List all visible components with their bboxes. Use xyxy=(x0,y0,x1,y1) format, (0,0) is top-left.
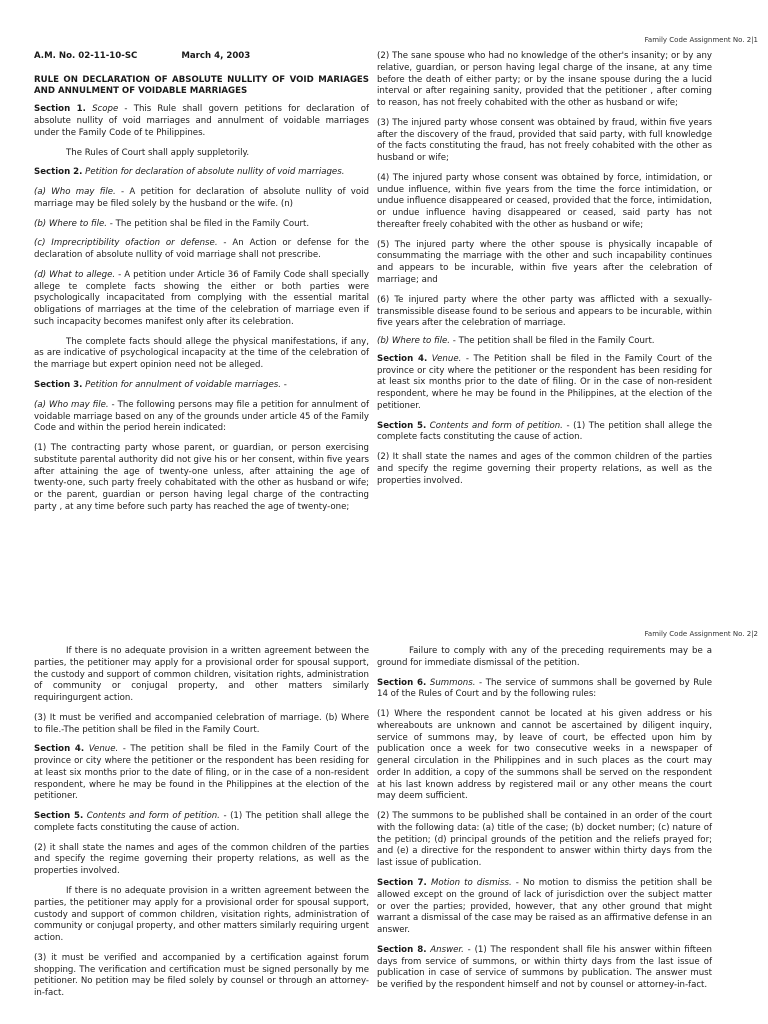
section-2a: (a) Who may file. - A petition for declaration of absolute nullity of void marriage may be filed solely by the husband or the wife. (n) xyxy=(34,187,369,209)
verification-paragraph: (3) It must be verified and accompanied celebration of marriage. (b) Where to file.-The petition shall be filed in the Family Court. xyxy=(34,712,369,735)
left-column xyxy=(34,51,369,522)
am-number: A.M. No. 02-11-10-SC xyxy=(34,51,138,61)
section-3a-item-6: (6) Te injured party where the other party was afflicted with a sexually-transmissible disease found to be serious and appears to be incurable, within five years after the celebration of marriage. xyxy=(377,294,712,329)
section-6-item-1: (1) Where the respondent cannot be located at his given address or his whereabouts are unknown and cannot be ascertained by diligent inquiry, service of summons may, by leave of court, be effected upon him by publication once a week for two consecutive weeks in a newspaper of general circulation in the Philippines and in such places as the court may order In addition, a copy of the summons shall be served on the respondent at his last known address by registered mail or any other means the court may deem sufficient. xyxy=(377,709,712,802)
section-3a-item-5: (5) The injured party where the other spouse is physically incapable of consummating the marriage with the other and such incapability continues and appears to be incurable, within five years after the celebration of marriage; and xyxy=(377,239,712,286)
section-6: Section 6. Summons. - The service of summons shall be governed by Rule 14 of the Rules of Court and by the following rules: xyxy=(377,677,712,700)
document-page-2 xyxy=(0,620,768,1024)
section-3: Section 3. Petition for annulment of voidable marriages. - xyxy=(34,380,287,391)
provisional-order-paragraph: If there is no adequate provision in a written agreement between the parties, the petitioner may apply for a provisional order for spousal support, the custody and support of common children, visitation rights, administration of community or conjugal property, and other matters similarly requiringurgent action. xyxy=(34,646,369,704)
page-header: Family Code Assignment No. 2|1 xyxy=(644,36,758,44)
left-column xyxy=(34,646,369,1008)
section-2c: (c) Imprecriptibility ofaction or defense. - An Action or defense for the declaration of absolute nullity of void marriage shall not prescribe. xyxy=(34,238,369,261)
section-4: Section 4. Venue. - The petition shall be filed in the Family Court of the province or city where the petitioner or the respondent has been residing for at least six months prior to the date of filing, or in the case of a non-resident respondent, where he may be found in the Philippines at the election of the petitioner. xyxy=(34,744,369,802)
section-5-item-2: (2) it shall state the names and ages of the common children of the parties and specify the regime governing their property relations, as well as the properties involved. xyxy=(34,842,369,877)
am-line xyxy=(34,51,369,63)
section-3a: (a) Who may file. - The following persons may file a petition for annulment of voidable marriage based on any of the grounds under article 45 of the Family Code and within the period herein indicated: xyxy=(34,399,369,434)
section-6-item-2: (2) The summons to be published shall be contained in an order of the court with the following data: (a) title of the case; (b) docket number; (c) nature of the petition; (d) principal grounds of the petition and the reliefs prayed for; and (e) a directive for the respondent to answer within thirty days from the last issue of publication. xyxy=(377,811,712,869)
page-header: Family Code Assignment No. 2|2 xyxy=(644,630,758,638)
section-2d: (d) What to allege. - A petition under Article 36 of Family Code shall specially allege te complete facts showing the either or both parties were psychologically incapacitated from complying with the essential marital obligations of marriages at the time of the celebration of marriage even if such incapacity becomes manifest only after its celebration. xyxy=(34,269,369,327)
section-3a-item-1: (1) The contracting party whose parent, or guardian, or person exercising substitute parental authority did not give his or her consent, within five years after attaining the age of twenty-one unless, after attaining the age of twenty-one, such party freely cohabitated with the other as husband or wife; or the parent, guardian or person having legal charge of the contracting party , at any time before such party has reached the age of twenty-one; xyxy=(34,443,369,512)
section-2: Section 2. Petition for declaration of absolute nullity of void marriages. xyxy=(34,167,345,178)
section-4: Section 4. Venue. - The Petition shall be filed in the Family Court of the province or city where the petitioner or the respondent has been residing for at least six months prior to the date of filing. Or in the case of non-resident respondent, where he may be found in the Philippines, at the election of the petitioner. xyxy=(377,353,712,411)
section-3a-item-4: (4) The injured party whose consent was obtained by force, intimidation, or undue influence, within five years from the time the force intimidation, or undue influence disappeared or ceased, provided that the force, intimidation, or undue influence having disappeared or ceased, said party has not thereafter freely cohabited with the other as husband or wife; xyxy=(377,172,712,230)
section-8: Section 8. Answer. - (1) The respondent shall file his answer within fifteen days from service of summons, or within thirty days from the last issue of publication in case of service of summons by publication. The answer must be verified by the respondent himself and not by counsel or attorney-in-fact. xyxy=(377,944,712,991)
section-5-item-3: (3) it must be verified and accompanied by a certification against forum shopping. The verification and certification must be signed personally by me petitioner. No petition may be filed solely by counsel or through an attorney-in-fact. xyxy=(34,952,369,999)
section-3a-item-2: (2) The sane spouse who had no knowledge of the other's insanity; or by any relative, guardian, or person having legal charge of the insane, at any time before the death of either party; or by the insane spouse during the a lucid interval or after regaining sanity, provided that the petitioner , after coming to reason, has not freely cohabited with the other as husband or wife; xyxy=(377,51,712,109)
section-3b: (b) Where to file. - The petition shall be filed in the Family Court. xyxy=(377,336,655,347)
section-2d-paragraph: The complete facts should allege the physical manifestations, if any, as are indicative of psychological incapacity at the time of the celebration of the marriage but expert opinion need not be alleged. xyxy=(34,336,369,371)
am-date: March 4, 2003 xyxy=(181,51,251,61)
section-7: Section 7. Motion to dismiss. - No motion to dismiss the petition shall be allowed except on the ground of lack of jurisdiction over the subject matter or over the parties; provided, however, that any other ground that might warrant a dismissal of the case may be raised as an affirmative defense in an answer. xyxy=(377,878,712,936)
rule-title: RULE ON DECLARATION OF ABSOLUTE NULLITY OF VOID MARIAGES AND ANNULMENT OF VOIDABLE MARRIAGES xyxy=(34,74,369,96)
section-1-paragraph: The Rules of Court shall apply suppletorily. xyxy=(66,147,250,158)
section-5: Section 5. Contents and form of petition. - (1) The petition shall allege the complete facts constituting the cause of action. xyxy=(34,811,369,833)
section-3a-item-3: (3) The injured party whose consent was obtained by fraud, within five years after the discovery of the fraud, provided that said party, with full knowledge of the facts constituting the fraud, has not freely cohabited with the other as husband or wife; xyxy=(377,117,712,164)
section-2b: (b) Where to file. - The petition shal be filed in the Family Court. xyxy=(34,218,310,229)
section-5-item-2: (2) It shall state the names and ages of the common children of the parties and specify the regime governing their property relations, as well as the properties involved. xyxy=(377,452,712,486)
dismissal-paragraph: Failure to comply with any of the preceding requirements may be a ground for immediate dismissal of the petition. xyxy=(377,646,712,668)
right-column xyxy=(377,51,712,496)
section-5-paragraph: If there is no adequate provision in a written agreement between the parties, the petitioner may apply for a provisional order for spousal support, custody and support of common children, visitation rights, administration of community or conjugal property, and other matters similarly requiring urgent action. xyxy=(34,886,369,944)
section-5: Section 5. Contents and form of petition. - (1) The petition shall allege the complete facts constituting the cause of action. xyxy=(377,420,712,443)
section-1: Section 1. Scope - This Rule shall govern petitions for declaration of absolute nullity of void marriages and annulment of voidable marriages under the Family Code of te Philippines. xyxy=(34,104,369,138)
right-column xyxy=(377,646,712,1000)
